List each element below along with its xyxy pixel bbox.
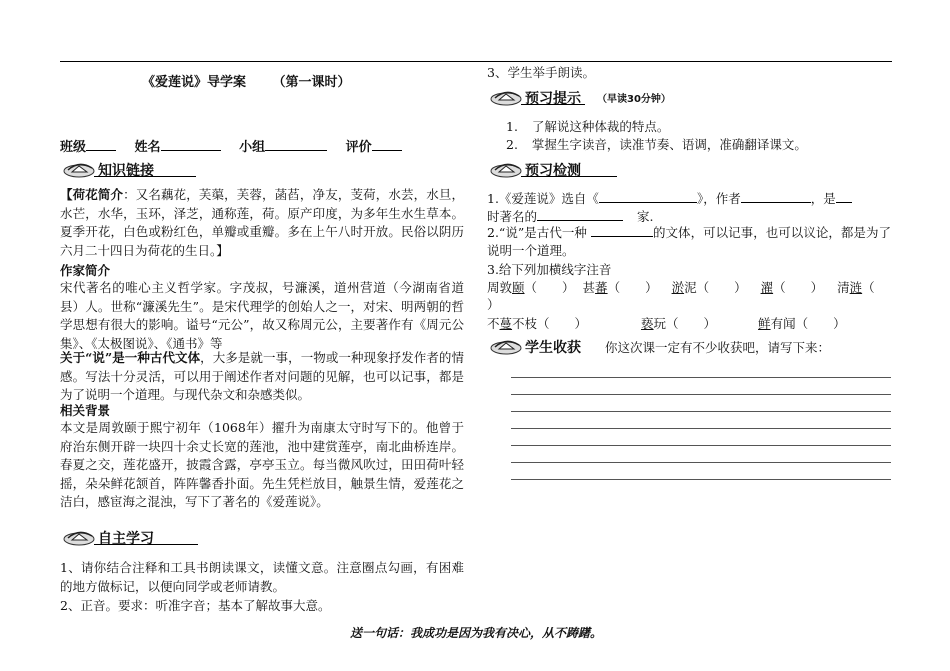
pinyin-row-1	[487, 280, 875, 296]
answer-line[interactable]	[511, 428, 891, 429]
answer-line[interactable]	[511, 462, 891, 463]
answer-line[interactable]	[511, 377, 891, 378]
title-sub: （第一课时）	[272, 75, 351, 90]
author-intro	[60, 279, 464, 353]
cloud-book-icon	[489, 158, 525, 180]
answer-line[interactable]	[511, 479, 891, 480]
footer-motto: 送一句话：我成功是因为我有决心，从不踌躇。	[350, 626, 603, 640]
q1-role-field[interactable]	[537, 208, 623, 221]
q2-genre-field[interactable]	[591, 224, 653, 237]
lotus-intro	[60, 186, 464, 260]
shuo-bold: 关于“说”是一种古代文体	[60, 350, 201, 365]
question-2: 2.“说”是古代一种 的文体，可以记事，也可以议论，都是为了说明一个道理。	[487, 225, 891, 258]
pinyin-row-2	[487, 316, 846, 332]
pinyin-item[interactable]: 鲜有闻（ ）	[758, 316, 846, 331]
section-tips-note: （早读30分钟）	[597, 94, 671, 105]
question-1-line2: 时著名的 家.	[487, 209, 654, 224]
answer-line[interactable]	[511, 411, 891, 412]
class-label: 班级	[60, 140, 87, 155]
section-tips	[489, 86, 749, 108]
background-text	[60, 419, 464, 512]
shuo-intro	[60, 349, 464, 405]
cloud-book-icon	[62, 158, 98, 180]
pinyin-item[interactable]: 周敦颐（ ）	[487, 280, 575, 295]
class-field[interactable]	[86, 138, 116, 151]
section-knowledge	[62, 158, 222, 180]
shuo-text: ，大多是就一事，一物或一种现象抒发作者的情感。写法十分灵活，可以用于阐述作者对问题的见解，也可以记事，都是为了说明一个道理。与现代杂文和杂感类似。	[60, 350, 464, 403]
read-aloud-line: 3、学生举手朗读。	[487, 65, 595, 80]
q1-source-field[interactable]	[599, 190, 697, 203]
lotus-text: ：又名藕花，芙蕖，芙蓉，菡萏，净友，芰荷，水芸，水旦，水芒，水华，玉环，泽芝，通称莲，荷。原产印度，为多年生水生草本。夏季开花，白色或粉红色，单瓣或重瓣。多在上午八时开放。民俗以阴历六月二十四日为荷花的生日。】	[60, 187, 464, 258]
pinyin-item[interactable]: 濯（ ）	[760, 280, 824, 295]
page-title	[142, 75, 351, 91]
answer-line[interactable]	[511, 394, 891, 395]
name-label: 姓名	[134, 140, 161, 155]
section-check	[489, 158, 649, 180]
tip-item-2: 2. 掌握生字读音，读准节奏、语调，准确翻译课文。	[506, 137, 807, 152]
bg-text: 本文是周敦颐于熙宁初年（1068年）擢升为南康太守时写下的。他曾于府治东侧开辟一块四十余丈长宽的莲池，池中建赏莲亭，南北曲桥连岸。春夏之交，莲花盛开，披霞含露，亭亭玉立。每当微风吹过，田田荷叶轻摇，朵朵鲜花颔首，阵阵馨香扑面。先生凭栏放目，触景生情，爱莲花之洁白，感宦海之混浊，写下了著名的《爱莲说》。	[60, 420, 464, 510]
group-field[interactable]	[265, 138, 327, 151]
section-gains-label: 学生收获	[525, 340, 581, 356]
group-label: 小组	[239, 140, 266, 155]
section-self-study	[62, 526, 222, 548]
section-knowledge-label: 知识链接	[98, 163, 154, 179]
pinyin-item[interactable]: 清涟（	[837, 280, 875, 295]
tip-item-1: 1. 了解说这种体裁的特点。	[506, 119, 670, 134]
section-self-study-label: 自主学习	[98, 531, 154, 547]
section-gains-note: 你这次课一定有不少收获吧，请写下来：	[605, 340, 831, 355]
answer-line[interactable]	[511, 445, 891, 446]
lotus-label: 【荷花简介	[60, 187, 124, 202]
title-main: 《爱莲说》导学案	[142, 75, 247, 90]
top-rule	[60, 61, 892, 62]
study-item-1: 1、请你结合注释和工具书朗读课文，读懂文意。注意圈点勾画，有困难的地方做标记，以便向同学或老师请教。	[60, 560, 464, 594]
section-gains	[489, 335, 889, 357]
question-1-line1: 1.《爱莲说》选自《 》，作者 ，是	[487, 190, 852, 207]
eval-field[interactable]	[372, 138, 402, 151]
cloud-book-icon	[62, 526, 98, 548]
background-heading: 相关背景	[60, 403, 111, 418]
cloud-book-icon	[489, 86, 525, 108]
pinyin-item[interactable]: 亵玩（ ）	[641, 316, 717, 331]
study-item-2: 2、正音。要求：听准字音；基本了解故事大意。	[60, 598, 331, 613]
author-text: 宋代著名的唯心主义哲学家。字茂叔，号濂溪，道州营道（今湖南省道县）人。世称“濂溪先生”。是宋代理学的创始人之一，对宋、明两朝的哲学思想有很大的影响。谥号“元公”，故又称周元公，主要著作有《周元公集》、《太极图说》、《通书》等	[60, 280, 464, 351]
question-3: 3.给下列加横线字注音	[487, 262, 612, 277]
cloud-book-icon	[489, 335, 525, 357]
pinyin-item[interactable]: 淤泥（ ）	[671, 280, 747, 295]
name-field[interactable]	[161, 138, 221, 151]
section-tips-label: 预习提示	[525, 91, 581, 107]
section-check-label: 预习检测	[525, 163, 581, 179]
author-heading: 作家简介	[60, 263, 111, 278]
q1-author-field[interactable]	[741, 190, 811, 203]
eval-label: 评价	[345, 140, 372, 155]
pinyin-item[interactable]: 甚蕃（ ）	[582, 280, 658, 295]
pinyin-item[interactable]: 不蔓不枝（ ）	[487, 316, 588, 331]
student-info-row	[60, 138, 402, 156]
q1-era-field[interactable]	[836, 190, 852, 203]
pinyin-row-1-tail: ）	[487, 297, 500, 312]
